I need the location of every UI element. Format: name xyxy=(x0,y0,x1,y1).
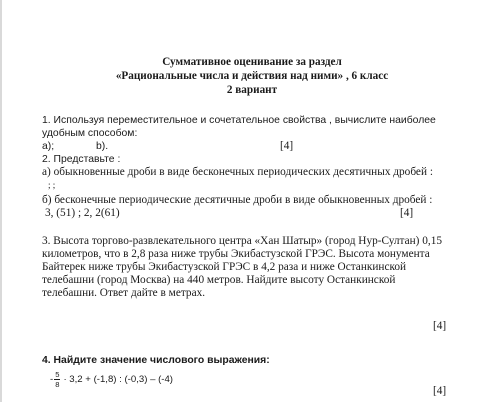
task2-line1: 2. Представьте : xyxy=(42,154,121,165)
expression-sign: - xyxy=(50,374,54,385)
task2-part-b: б) бесконечные периодические десятичные дроби в виде обыкновенных дробей : xyxy=(42,194,433,206)
task3-score: [4] xyxy=(433,320,447,332)
task2-score: [4] xyxy=(400,207,414,219)
fraction-numerator: 5 xyxy=(55,370,60,379)
task1-line2: удобным способом: xyxy=(42,128,138,139)
task2-part-a-values: ; ; xyxy=(48,180,56,190)
task2-part-b-values: 3, (51) ; 2, 2(61) xyxy=(45,207,120,219)
task2-part-a: а) обыкновенные дроби в виде бесконечных периодических десятичных дробей : xyxy=(42,166,433,178)
task3-line4: телебашни (город Москва) на 440 метров. Найдите высоту Останкинской xyxy=(42,274,396,286)
expression-rest: · 3,2 + (-1,8) : (-0,3) – (-4) xyxy=(63,374,173,385)
task1-part-b: b). xyxy=(96,141,109,152)
task3-line1: 3. Высота торгово-развлекательного центра «Хан Шатыр» (город Нур-Султан) 0,15 xyxy=(42,235,443,247)
task4-expression xyxy=(50,370,173,389)
header-title-line1: Суммативное оценивание за раздел xyxy=(162,56,342,68)
task4-score: [4] xyxy=(433,385,447,397)
task1-score: [4] xyxy=(280,140,294,152)
task3-line2: километров, что в 2,8 раза ниже трубы Экибастузской ГРЭС. Высота монумента xyxy=(42,248,430,260)
task3-line3: Байтерек ниже трубы Экибастузской ГРЭС в 4,2 раза и ниже Останкинской xyxy=(42,261,407,273)
fraction-denominator: 8 xyxy=(55,380,60,389)
task4-title: 4. Найдите значение числового выражения: xyxy=(42,355,270,366)
header-title-line2: «Рациональные числа и действия над ними» , 6 класс xyxy=(115,70,389,82)
fraction xyxy=(54,370,60,389)
task1-part-a: а); xyxy=(42,141,55,152)
task1-line1: 1. Используя переместительное и сочетательное свойства , вычислите наиболее xyxy=(42,115,436,126)
header-variant: 2 вариант xyxy=(226,84,278,96)
task3-line5: телебашни. Ответ дайте в метрах. xyxy=(42,287,206,299)
